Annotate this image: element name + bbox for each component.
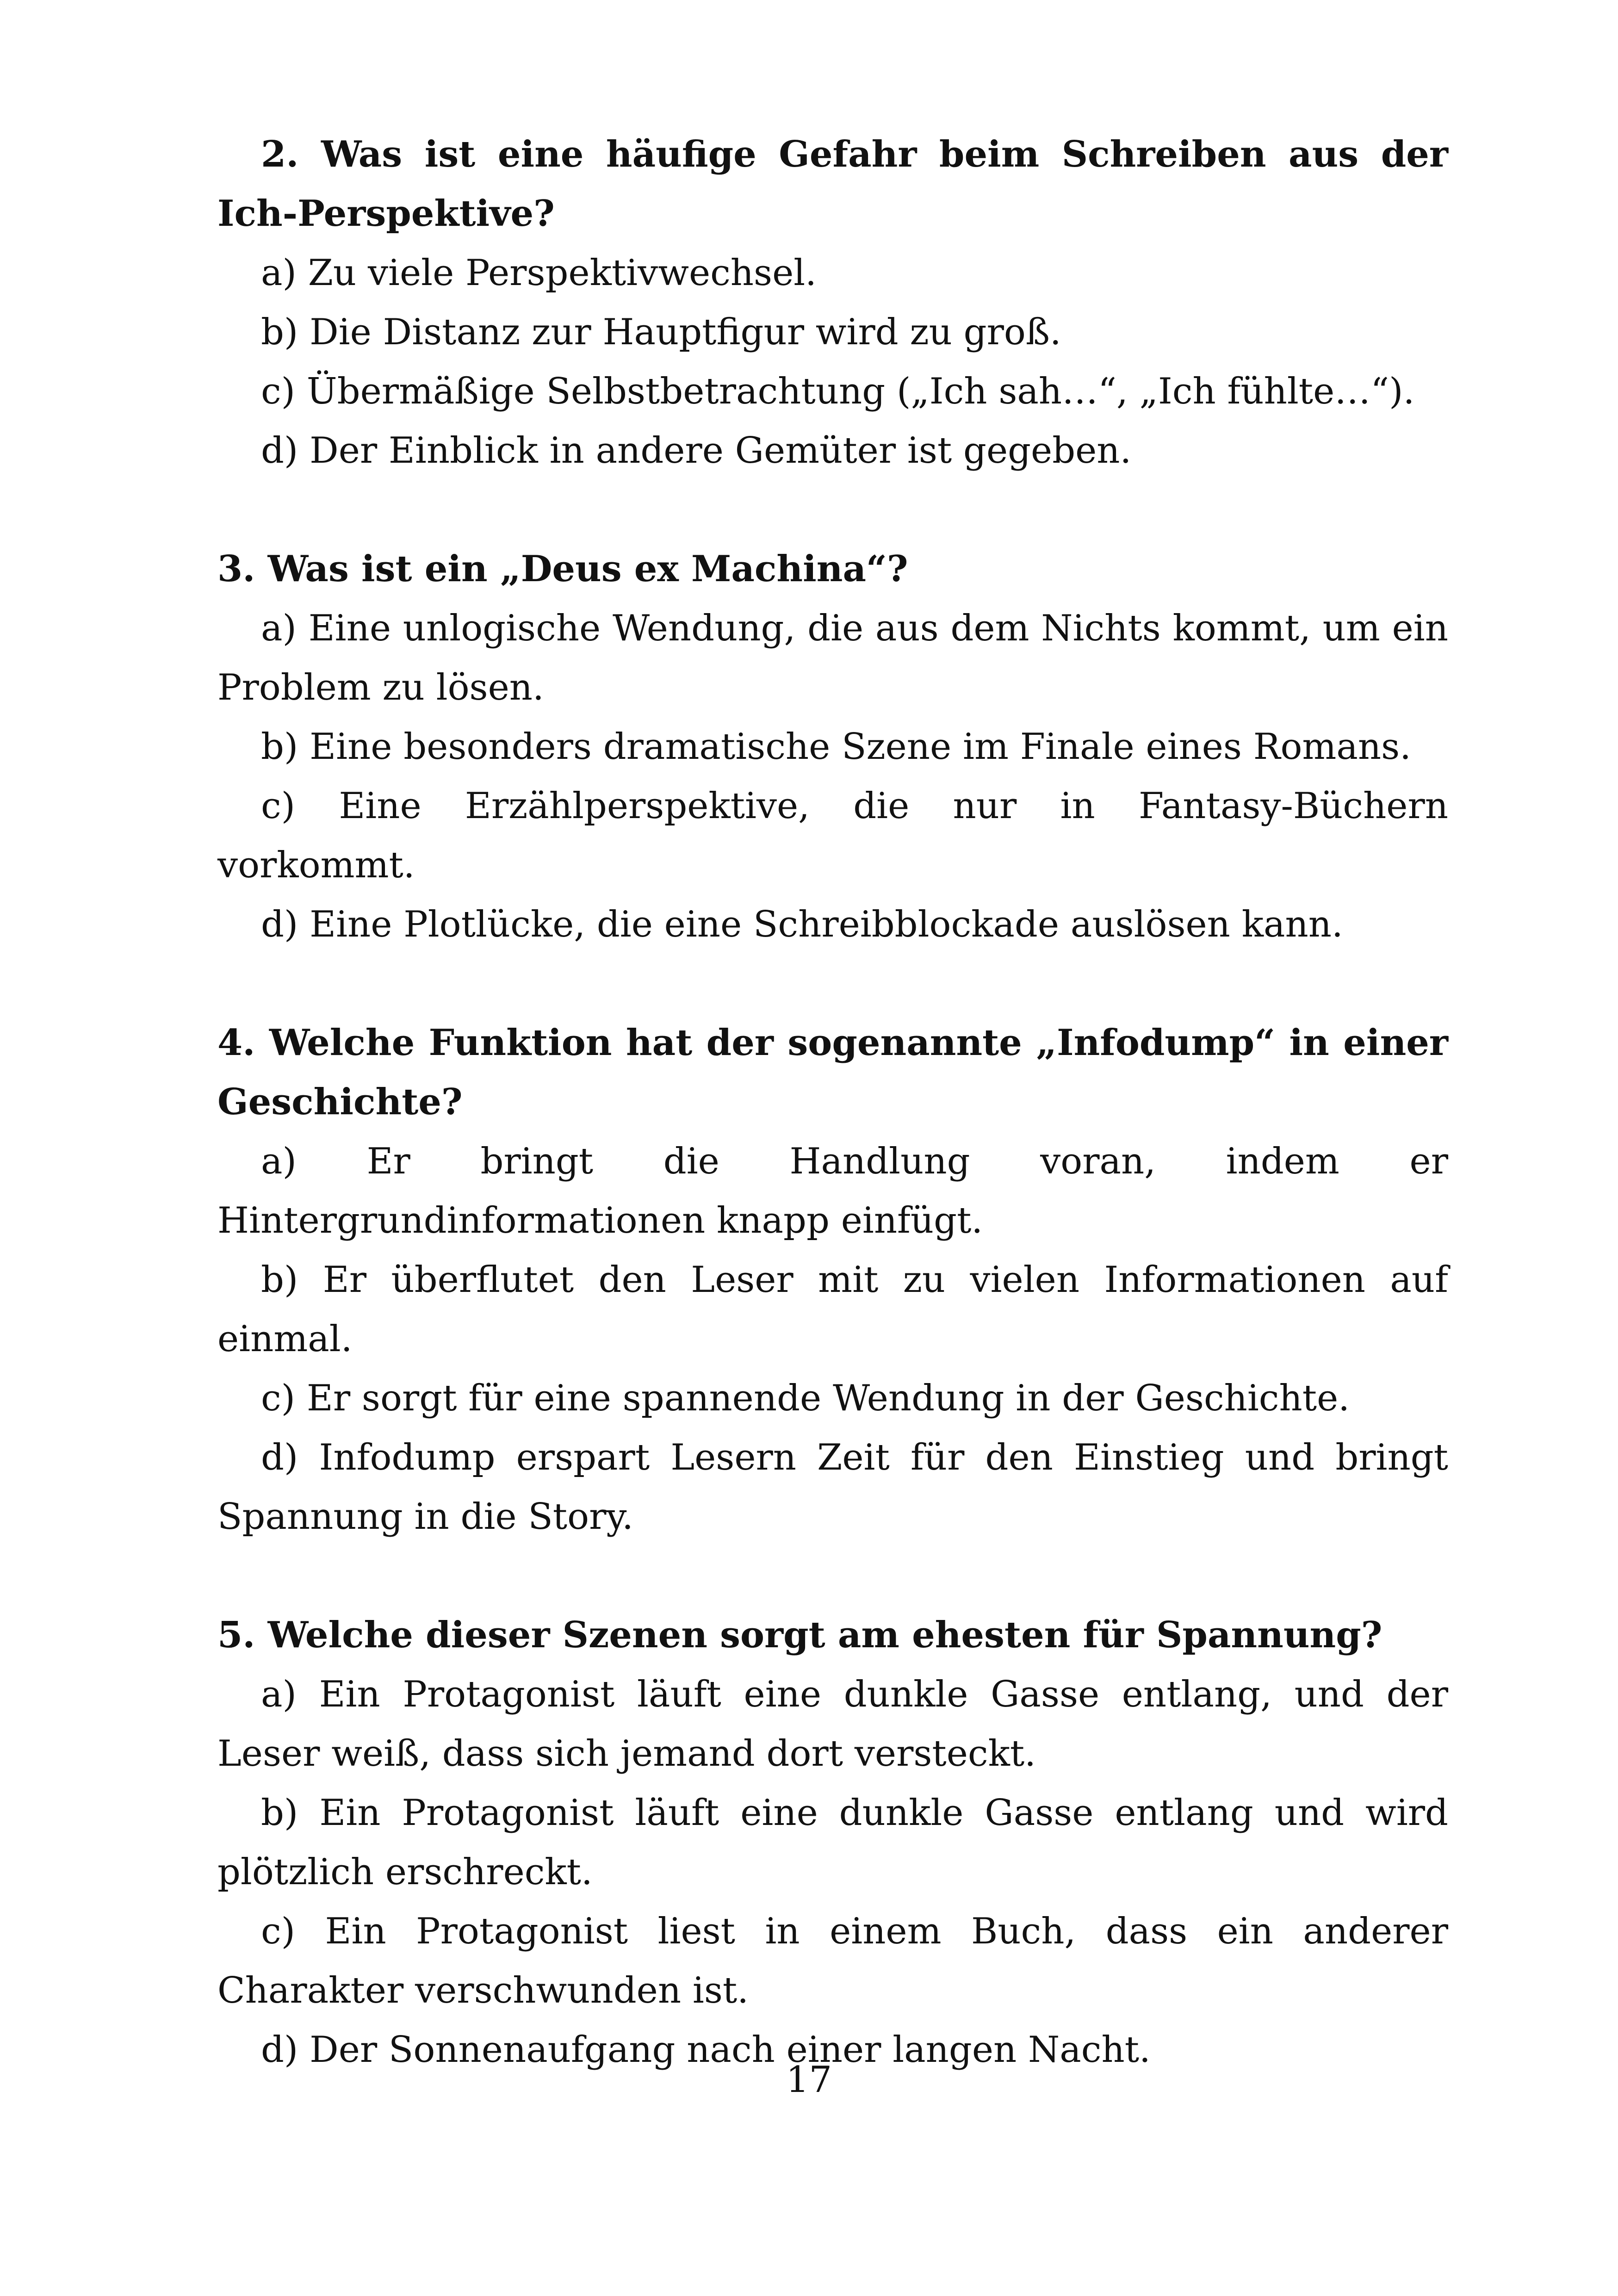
question-title: 5. Welche dieser Szenen sorgt am ehesten für Spannung? <box>217 1614 1382 1656</box>
answer-option-b: b) Die Distanz zur Hauptfigur wird zu groß. <box>261 311 1061 353</box>
question-2 <box>217 125 1448 480</box>
question-5 <box>217 1606 1448 2079</box>
answer-option-c: c) Ein Protagonist liest in einem Buch, dass ein anderer Charakter verschwunden ist. <box>217 1911 1448 2011</box>
answer-option-b: b) Ein Protagonist läuft eine dunkle Gasse entlang und wird plötzlich erschreckt. <box>217 1792 1448 1893</box>
answer-option-b: b) Eine besonders dramatische Szene im Finale eines Romans. <box>261 726 1411 768</box>
page-content <box>217 125 1448 2139</box>
answer-option-a: a) Ein Protagonist läuft eine dunkle Gasse entlang, und der Leser weiß, dass sich jemand dort versteckt. <box>217 1674 1448 1775</box>
answer-option-a: a) Er bringt die Handlung voran, indem er Hintergrundinformationen knapp einfügt. <box>217 1141 1448 1241</box>
question-title: 4. Welche Funktion hat der sogenannte „Infodump“ in einer Geschichte? <box>217 1022 1448 1123</box>
answer-option-c: c) Er sorgt für eine spannende Wendung in der Geschichte. <box>261 1378 1350 1419</box>
answer-option-c: c) Übermäßige Selbstbetrachtung („Ich sah…“, „Ich fühlte…“). <box>261 371 1415 412</box>
answer-option-d: d) Eine Plotlücke, die eine Schreibblockade auslösen kann. <box>261 904 1343 945</box>
answer-option-d: d) Der Sonnenaufgang nach einer langen Nacht. <box>261 2029 1151 2071</box>
answer-option-c: c) Eine Erzählperspektive, die nur in Fantasy-Büchern vorkommt. <box>217 785 1448 886</box>
answer-option-d: d) Infodump erspart Lesern Zeit für den Einstieg und bringt Spannung in die Story. <box>217 1437 1448 1538</box>
page-number: 17 <box>786 2059 832 2101</box>
question-4 <box>217 1013 1448 1546</box>
question-title: 3. Was ist ein „Deus ex Machina“? <box>217 548 908 590</box>
question-3 <box>217 540 1448 954</box>
answer-option-b: b) Er überflutet den Leser mit zu vielen Informationen auf einmal. <box>217 1259 1448 1360</box>
question-title: 2. Was ist eine häufige Gefahr beim Schreiben aus der Ich-Perspektive? <box>217 133 1448 235</box>
answer-option-a: a) Zu viele Perspektivwechsel. <box>261 252 817 294</box>
answer-option-d: d) Der Einblick in andere Gemüter ist gegeben. <box>261 430 1132 472</box>
answer-option-a: a) Eine unlogische Wendung, die aus dem Nichts kommt, um ein Problem zu lösen. <box>217 608 1448 708</box>
